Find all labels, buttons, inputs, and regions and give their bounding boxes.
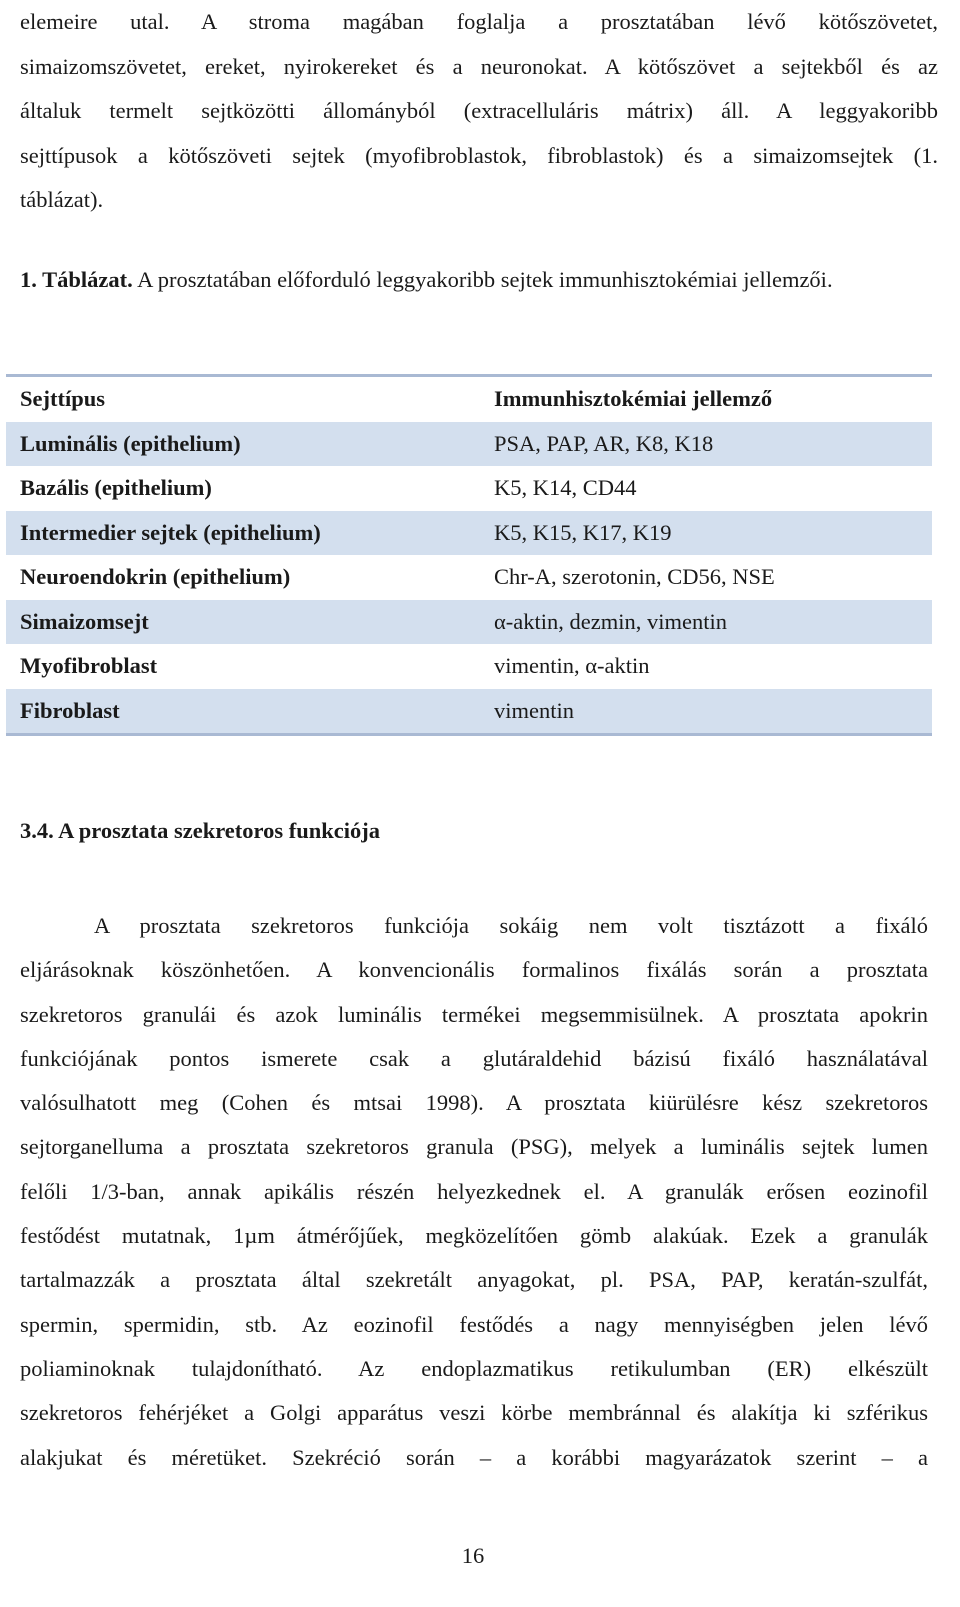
immuno-markers: vimentin, α-aktin	[494, 653, 650, 679]
cell-type: Intermedier sejtek (epithelium)	[6, 511, 480, 556]
cell-type: Neuroendokrin (epithelium)	[20, 564, 291, 590]
immuno-markers: α-aktin, dezmin, vimentin	[480, 600, 932, 645]
cell-type: Myofibroblast	[20, 653, 158, 679]
table-row	[6, 644, 932, 689]
immuno-markers: vimentin	[480, 689, 932, 735]
table-caption	[20, 258, 938, 303]
body-line: sejtorganelluma a prosztata szekretoros granula (PSG), melyek a luminális sejtek lumen	[20, 1134, 928, 1160]
body-line: szekretoros granulái és azok luminális termékei megsemmisülnek. A prosztata apokrin	[20, 1001, 928, 1027]
header-cell-type: Sejttípus	[6, 376, 480, 422]
intro-line: elemeire utal. A stroma magában foglalja a prosztatában lévő kötőszövetet,	[20, 9, 938, 34]
table-row	[6, 422, 932, 467]
body-line: felőli 1/3-ban, annak apikális részén helyezkednek el. A granulák erősen eozinofil	[20, 1178, 928, 1204]
immuno-markers: PSA, PAP, AR, K8, K18	[480, 422, 932, 467]
cell-type: Simaizomsejt	[6, 600, 480, 645]
immuno-markers: Chr-A, szerotonin, CD56, NSE	[494, 564, 775, 590]
cell-type: Fibroblast	[6, 689, 480, 735]
table-caption-text: A prosztatában előforduló leggyakoribb sejtek immunhisztokémiai jellemzői.	[132, 267, 833, 292]
intro-line: táblázat).	[20, 187, 104, 212]
body-line: festődést mutatnak, 1µm átmérőjűek, megközelítően gömb alakúak. Ezek a granulák	[20, 1223, 928, 1249]
cell-type-table	[6, 374, 932, 736]
body-line: alakjukat és méretüket. Szekréció során – a korábbi magyarázatok szerint – a	[20, 1444, 928, 1470]
body-paragraph	[20, 904, 928, 1480]
body-line: spermin, spermidin, stb. Az eozinofil festődés a nagy mennyiségben jelen lévő	[20, 1311, 928, 1337]
table-row	[6, 555, 932, 600]
intro-line: általuk termelt sejtközötti állományból (extracelluláris mátrix) áll. A leggyakoribb	[20, 98, 938, 123]
section-heading: 3.4. A prosztata szekretoros funkciója	[20, 818, 380, 843]
body-line: tartalmazzák a prosztata által szekretált anyagokat, pl. PSA, PAP, keratán-szulfát,	[20, 1267, 928, 1293]
body-line: valósulhatott meg (Cohen és mtsai 1998). A prosztata kiürülésre kész szekretoros	[20, 1090, 928, 1116]
intro-line: sejttípusok a kötőszöveti sejtek (myofibroblastok, fibroblastok) és a simaizomsejtek (1.	[20, 142, 938, 168]
table-row	[6, 511, 932, 556]
body-line: A prosztata szekretoros funkciója sokáig nem volt tisztázott a fixáló	[94, 913, 928, 938]
body-line: szekretoros fehérjéket a Golgi apparátus veszi körbe membránnal és alakítja ki szférikus	[20, 1400, 928, 1426]
table-caption-label: 1. Táblázat.	[20, 267, 133, 292]
intro-paragraph	[20, 0, 938, 223]
immuno-markers: K5, K14, CD44	[494, 475, 637, 501]
body-line: eljárásoknak köszönhetően. A konvencionális formalinos fixálás során a prosztata	[20, 957, 928, 983]
header-immuno: Immunhisztokémiai jellemző	[480, 376, 932, 422]
cell-type: Bazális (epithelium)	[20, 475, 212, 501]
table-row	[6, 466, 932, 511]
page-number: 16	[461, 1543, 485, 1568]
body-line: funkciójának pontos ismerete csak a glutáraldehid bázisú fixáló használatával	[20, 1045, 928, 1071]
table-header-row	[6, 376, 932, 422]
table-row	[6, 600, 932, 645]
table-row	[6, 689, 932, 735]
body-line: poliaminoknak tulajdonítható. Az endoplazmatikus retikulumban (ER) elkészült	[20, 1355, 928, 1381]
intro-line: simaizomszövetet, ereket, nyirokereket és a neuronokat. A kötőszövet a sejtekből és az	[20, 53, 938, 79]
cell-type: Luminális (epithelium)	[6, 422, 480, 467]
immuno-markers: K5, K15, K17, K19	[480, 511, 932, 556]
